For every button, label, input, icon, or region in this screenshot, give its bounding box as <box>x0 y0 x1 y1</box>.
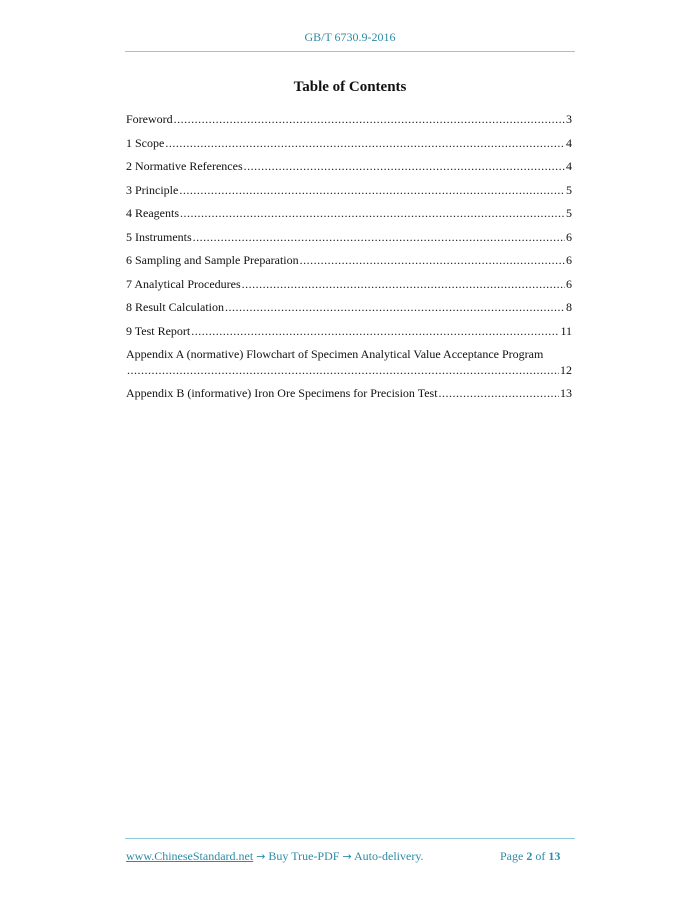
toc-title: Table of Contents <box>293 79 407 95</box>
toc-entry-label: 2 Normative References <box>126 159 243 173</box>
page-indicator <box>500 849 560 864</box>
toc-entry-foreword[interactable] <box>126 112 572 136</box>
total-pages-number: 13 <box>548 849 561 863</box>
toc-entry-principle[interactable] <box>126 183 572 207</box>
toc-entry-label: Appendix B (informative) Iron Ore Specimens for Precision Test <box>126 386 438 400</box>
toc-dot-leader <box>300 253 565 268</box>
toc-entry-page: 5 <box>566 206 572 220</box>
toc-entry-reagents[interactable] <box>126 206 572 230</box>
footer-divider <box>125 838 575 839</box>
header-divider <box>125 51 575 52</box>
footer-promo <box>126 849 424 864</box>
toc-dot-leader <box>193 230 565 245</box>
toc-entry-appendix-b[interactable] <box>126 386 572 410</box>
toc-entry-scope[interactable] <box>126 136 572 160</box>
toc-entry-normative-references[interactable] <box>126 159 572 183</box>
toc-entry-test-report[interactable] <box>126 324 572 348</box>
toc-entry-page: 5 <box>566 182 572 197</box>
toc-entry-page: 8 <box>566 300 572 314</box>
toc-entry-label: 8 Result Calculation <box>126 300 224 314</box>
toc-entry-label: 5 Instruments <box>126 229 192 244</box>
toc-entry-label: Foreword <box>126 112 173 126</box>
toc-dot-leader <box>244 159 565 174</box>
toc-dot-leader <box>225 300 565 315</box>
toc-dot-leader <box>439 386 559 401</box>
site-link[interactable]: www.ChineseStandard.net <box>126 849 254 863</box>
toc-entry-label: 4 Reagents <box>126 206 179 220</box>
toc-entry-continuation <box>126 363 572 378</box>
auto-delivery-text: Auto-delivery. <box>354 849 424 863</box>
toc-entry-label: Appendix A (normative) Flowchart of Specimen Analytical Value Acceptance Program <box>126 347 544 361</box>
arrow-right-icon: → <box>256 850 266 863</box>
toc-entry-result-calculation[interactable] <box>126 300 572 324</box>
toc-entry-analytical-procedures[interactable] <box>126 277 572 301</box>
toc-entry-page: 12 <box>560 363 572 377</box>
toc-entry-label: 7 Analytical Procedures <box>126 276 241 291</box>
toc-entry-appendix-a[interactable] <box>126 347 572 378</box>
toc-list <box>126 112 572 410</box>
toc-entry-page: 3 <box>566 112 572 126</box>
arrow-right-icon: → <box>342 850 352 863</box>
toc-entry-page: 6 <box>566 276 572 291</box>
toc-entry-label: 6 Sampling and Sample Preparation <box>126 253 299 267</box>
page-word: Page <box>500 849 524 863</box>
toc-dot-leader <box>180 206 565 221</box>
header-standard-code: GB/T 6730.9-2016 <box>304 30 396 44</box>
toc-entry-label: 9 Test Report <box>126 323 191 338</box>
toc-dot-leader <box>179 183 565 198</box>
toc-dot-leader <box>174 112 565 127</box>
toc-entry-page: 4 <box>566 135 572 150</box>
toc-entry-page: 13 <box>560 386 572 400</box>
buy-true-pdf-text: Buy True-PDF <box>268 849 340 863</box>
toc-entry-instruments[interactable] <box>126 230 572 254</box>
of-word: of <box>535 849 546 863</box>
toc-dot-leader <box>191 324 559 339</box>
toc-entry-label: 1 Scope <box>126 135 165 150</box>
toc-dot-leader <box>127 363 559 378</box>
toc-entry-page: 6 <box>566 229 572 244</box>
toc-dot-leader <box>165 136 565 151</box>
toc-entry-label: 3 Principle <box>126 182 179 197</box>
toc-entry-page: 11 <box>560 323 572 338</box>
toc-entry-page: 6 <box>566 253 572 267</box>
current-page-number: 2 <box>526 849 533 863</box>
toc-entry-sampling[interactable] <box>126 253 572 277</box>
toc-entry-page: 4 <box>566 159 572 173</box>
toc-dot-leader <box>242 277 565 292</box>
